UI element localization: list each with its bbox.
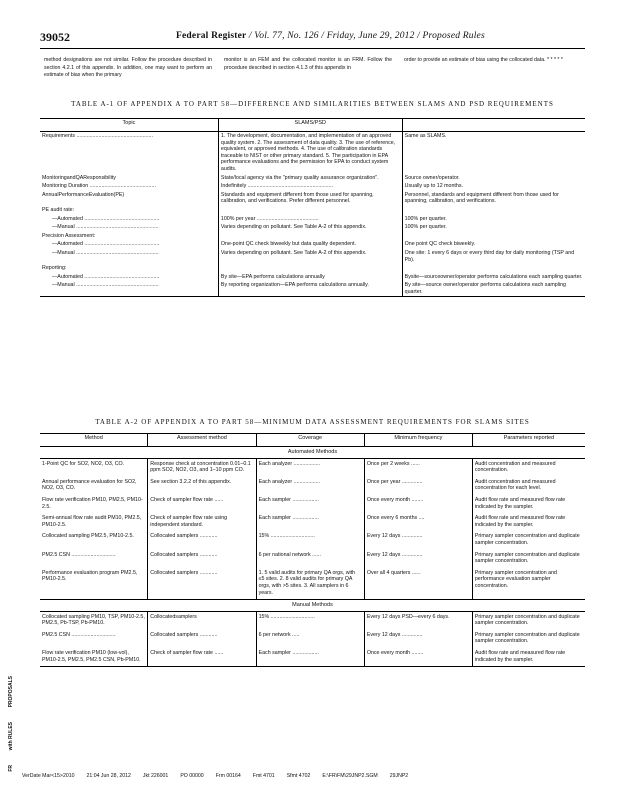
section-manual [40, 600, 585, 612]
params-cell: Audit flow rate and measured flow rate indicated by the sampler. [472, 495, 585, 513]
slams-cell: Indefinitely .......................................................... [218, 182, 402, 191]
params-cell: Audit concentration and measured concentration for each level. [472, 477, 585, 495]
freq-cell: Every 12 days .............. [364, 550, 472, 568]
topic-cell: —Manual ........................................................ [52, 249, 159, 256]
topic-cell: PE audit rate: [42, 206, 75, 213]
table-a2-body [40, 447, 585, 667]
psd-cell [402, 264, 585, 273]
table-row [40, 630, 585, 648]
assess-cell: Check of sampler flow rate ...... [148, 648, 256, 667]
freq-cell: Once per year .............. [364, 477, 472, 495]
params-cell: Primary sampler concentration and duplicate sampler concentration. [472, 611, 585, 630]
table-a1-header-psd [402, 119, 585, 132]
topic-cell: —Manual ........................................................ [52, 224, 159, 231]
topic-cell: Requirements .................................................... [42, 133, 153, 139]
method-cell: Collocated sampling PM2.5, PM10-2.5. [42, 533, 134, 540]
table-a2-header-row [40, 434, 585, 447]
coverage-cell: Each sampler .................. [256, 513, 364, 531]
topic-cell: —Automated ................................................... [52, 241, 160, 248]
method-cell: Flow rate verification PM10, PM2.5, PM10-2.5. [42, 496, 143, 510]
coverage-cell: 6 per national network ...... [256, 550, 364, 568]
journal-line [176, 31, 485, 41]
page-number: 39052 [40, 30, 70, 44]
slams-cell [218, 264, 402, 273]
intro-column-3: order to provide an estimate of bias using the collocated data. * * * * * [404, 57, 563, 63]
psd-cell: 100% per quarter. [404, 224, 447, 231]
coverage-cell: Each analyzer .................. [256, 458, 364, 477]
table-row [40, 273, 585, 282]
page-footer [22, 773, 582, 779]
table-a2-header-parameters: Parameters reported [472, 434, 585, 447]
table-a1-caption: TABLE A-1 OF APPENDIX A TO PART 58—DIFFERENCE AND SIMILARITIES BETWEEN SLAMS AND PSD REQUIREMENTS [71, 100, 554, 108]
topic-cell: —Automated ................................................... [52, 273, 160, 280]
footer-item: Frm 00164 [215, 773, 241, 779]
slams-cell: State/local agency via the "primary quality assurance organization". [218, 174, 402, 183]
freq-cell: Once every month ........ [364, 648, 472, 667]
coverage-cell: Each analyzer .................. [256, 477, 364, 495]
table-a2-header-frequency: Minimum frequency [364, 434, 472, 447]
params-cell: Primary sampler concentration and duplicate sampler concentration. [472, 531, 585, 549]
slams-cell [218, 232, 402, 241]
psd-cell: By site—source owner/operator performs calculations each sampling quarter. [404, 282, 566, 295]
assess-cell: See section 3.2.2 of this appendix. [148, 477, 256, 495]
coverage-cell: 15% .............................. [256, 611, 364, 630]
method-cell: Performance evaluation program PM2.5, PM10-2.5. [42, 569, 138, 583]
assess-cell: Collocated samplers ............ [148, 531, 256, 549]
topic-cell: —Manual ........................................................ [52, 282, 159, 289]
method-cell: Semi-annual flow rate audit PM10, PM2.5, PM10-2.5. [42, 515, 142, 528]
assess-cell: Collocated samplers ............ [148, 550, 256, 568]
psd-cell: Same as SLAMS. [404, 133, 447, 139]
psd-cell: 100% per quarter. [404, 215, 447, 222]
psd-cell: Personnel, standards and equipment different from those used for spanning, calibration, and verifications. [404, 191, 559, 205]
assess-cell: Collocated samplers ............ [148, 630, 256, 648]
section-automated [40, 447, 585, 459]
table-a2-caption: TABLE A-2 OF APPENDIX A TO PART 58—MINIMUM DATA ASSESSMENT REQUIREMENTS FOR SLAMS SITES [95, 418, 530, 426]
table-row [40, 550, 585, 568]
sidebar-label-rules: with RULES [8, 722, 14, 751]
table-row [40, 611, 585, 630]
freq-cell: Every 12 days .............. [364, 531, 472, 549]
freq-cell: Once per 2 weeks ...... [364, 458, 472, 477]
method-cell: 1-Point QC for SO2, NO2, O3, CO. [42, 460, 125, 467]
method-cell: PM2.5 CSN .............................. [42, 631, 116, 638]
footer-item: 21:04 Jun 28, 2012 [86, 773, 131, 779]
params-cell: Primary sampler concentration and duplicate sampler concentration. [472, 630, 585, 648]
journal-title: Federal Register [176, 31, 247, 41]
table-a1-header-slams: SLAMS/PSD [218, 119, 402, 132]
assess-cell: Check of sampler flow rate using independent standard. [148, 513, 256, 531]
table-row [40, 240, 585, 249]
table-row [40, 174, 585, 183]
table-a2-header-coverage: Coverage [256, 434, 364, 447]
table-a1-header-row [40, 119, 585, 132]
slams-cell [218, 206, 402, 215]
slams-cell: Varies depending on pollutant. See Table A-2 of this appendix. [218, 249, 402, 264]
slams-cell: One-point QC check biweekly but data quality dependent. [218, 240, 402, 249]
assess-cell: Collocatedsamplers [148, 611, 256, 630]
method-cell: Flow rate verification PM10 (low-vol), PM10-2.5, PM2.5, PM2.5 CSN, Pb-PM10. [42, 650, 141, 663]
coverage-cell: 1. 5 valid audits for primary QA orgs, with ≤5 sites. 2. 8 valid audits for primary QA orgs, with >5 sites. 3. All samplers in 6 years. [256, 568, 364, 600]
table-row [40, 281, 585, 297]
sidebar-label-proposals: PROPOSALS [8, 676, 14, 708]
intro-column-2: monitor is an FEM and the collocated monitor is an FRM. Follow the procedure described in section 4.1.3 of this appendix in [224, 57, 392, 71]
psd-cell: One point QC check biweekly. [404, 241, 476, 248]
freq-cell: Every 12 days PSD—every 6 days. [364, 611, 472, 630]
table-a2-header-assessment: Assessment method [148, 434, 256, 447]
coverage-cell: 6 per network ..... [256, 630, 364, 648]
psd-cell [402, 206, 585, 215]
coverage-cell: 15% .............................. [256, 531, 364, 549]
psd-cell: Source owner/operator. [404, 174, 460, 181]
params-cell: Primary sampler concentration and performance evaluation sampler concentration. [472, 568, 585, 600]
assess-cell: Response check at concentration 0.01–0.1 ppm SO2, NO2, O3, and 1–10 ppm CO. [148, 458, 256, 477]
topic-cell: Reporting: [42, 265, 67, 272]
table-row [40, 477, 585, 495]
table-row [40, 249, 585, 264]
intro-text [44, 57, 574, 97]
footer-item: Jkt 226001 [142, 773, 169, 779]
footer-item: Fmt 4701 [252, 773, 275, 779]
freq-cell: Once every month ........ [364, 495, 472, 513]
topic-cell: Precision Assessment: [42, 232, 96, 239]
table-row [40, 215, 585, 224]
table-row [40, 206, 585, 215]
freq-cell: Over all 4 quarters ...... [364, 568, 472, 600]
slams-cell: 100% per year .......................................... [218, 215, 402, 224]
footer-item: VerDate Mar<15>2010 [22, 773, 75, 779]
coverage-cell: Each sampler .................. [256, 495, 364, 513]
table-a2 [40, 433, 585, 667]
params-cell: Audit flow rate and measured flow rate indicated by the sampler. [472, 513, 585, 531]
slams-cell: By site—EPA performs calculations annually [218, 273, 402, 282]
sidebar-label-fr: FR [8, 765, 14, 772]
coverage-cell: Each sampler .................. [256, 648, 364, 667]
table-row [40, 648, 585, 667]
footer-item: 29JNP2 [389, 773, 409, 779]
psd-cell: Bysite—sourceowner/operator performs calculations each sampling quarter. [404, 273, 583, 280]
psd-cell: One site: 1 every 6 days or every third day for daily monitoring (TSP and Pb). [404, 249, 575, 263]
table-row [40, 232, 585, 241]
table-row [40, 513, 585, 531]
params-cell: Audit flow rate and measured flow rate indicated by the sampler. [472, 648, 585, 667]
table-a1-body [40, 132, 585, 297]
freq-cell: Every 12 days .............. [364, 630, 472, 648]
table-a1 [40, 118, 585, 297]
slams-cell: Standards and equipment different from those used for spanning, calibration, and verifications. Prefer different personnel. [218, 191, 402, 206]
topic-cell: MonitoringandQAResponsibility [42, 174, 116, 181]
table-row [40, 531, 585, 549]
freq-cell: Once every 6 months .... [364, 513, 472, 531]
footer-item: Sfmt 4702 [286, 773, 311, 779]
journal-meta: / Vol. 77, No. 126 / Friday, June 29, 2012 / Proposed Rules [248, 31, 485, 41]
slams-cell: 1. The development, documentation, and implementation of an approved quality system. 2. The assessment of data quality. 3. The use of reference, equivalent, or approved methods. 4. The use of calibration standards traceable to NIST or other primary standard. 5. The participation in EPA performance evaluations and the permission for EPA to conduct system audits. [218, 132, 402, 174]
slams-cell: By reporting organization—EPA performs calculations annually. [218, 281, 402, 297]
table-row [40, 495, 585, 513]
method-cell: Annual performance evaluation for SO2, NO2, O3, CO. [42, 478, 137, 492]
footer-item: E:\FR\FM\29JNP2.SGM [322, 773, 378, 779]
topic-cell: Monitoring Duration ............................................. [42, 183, 156, 190]
assess-cell: Collocated samplers ............ [148, 568, 256, 600]
topic-cell: —Automated ................................................... [52, 215, 160, 222]
table-a2-header-method: Method [40, 434, 148, 447]
table-row [40, 568, 585, 600]
intro-column-1: method designations are not similar. Follow the procedure described in section 4.2.1 of this appendix. In addition, one may want to perform an estimate of bias when the primary [44, 57, 212, 78]
topic-cell: AnnualPerformanceEvaluation(PE) [42, 191, 125, 198]
params-cell: Audit concentration and measured concentration. [472, 458, 585, 477]
method-cell: PM2.5 CSN .............................. [42, 551, 116, 558]
method-cell: Collocated sampling PM10, TSP, PM10-2.5, PM2.5, Pb-TSP, Pb-PM10. [42, 613, 145, 627]
table-a1-header-topic: Topic [40, 119, 218, 132]
table-row [40, 191, 585, 206]
psd-cell [402, 232, 585, 241]
table-row [40, 182, 585, 191]
psd-cell: Usually up to 12 months. [404, 183, 463, 190]
params-cell: Primary sampler concentration and duplicate sampler concentration. [472, 550, 585, 568]
page-header [40, 30, 585, 49]
table-row [40, 223, 585, 232]
section-manual-label: Manual Methods [40, 600, 585, 612]
section-automated-label: Automated Methods [40, 447, 585, 459]
table-row [40, 264, 585, 273]
assess-cell: Check of sampler flow rate ...... [148, 495, 256, 513]
table-row [40, 458, 585, 477]
slams-cell: Varies depending on pollutant. See Table A-2 of this appendix. [218, 223, 402, 232]
footer-item: PO 00000 [180, 773, 204, 779]
table-row [40, 132, 585, 174]
